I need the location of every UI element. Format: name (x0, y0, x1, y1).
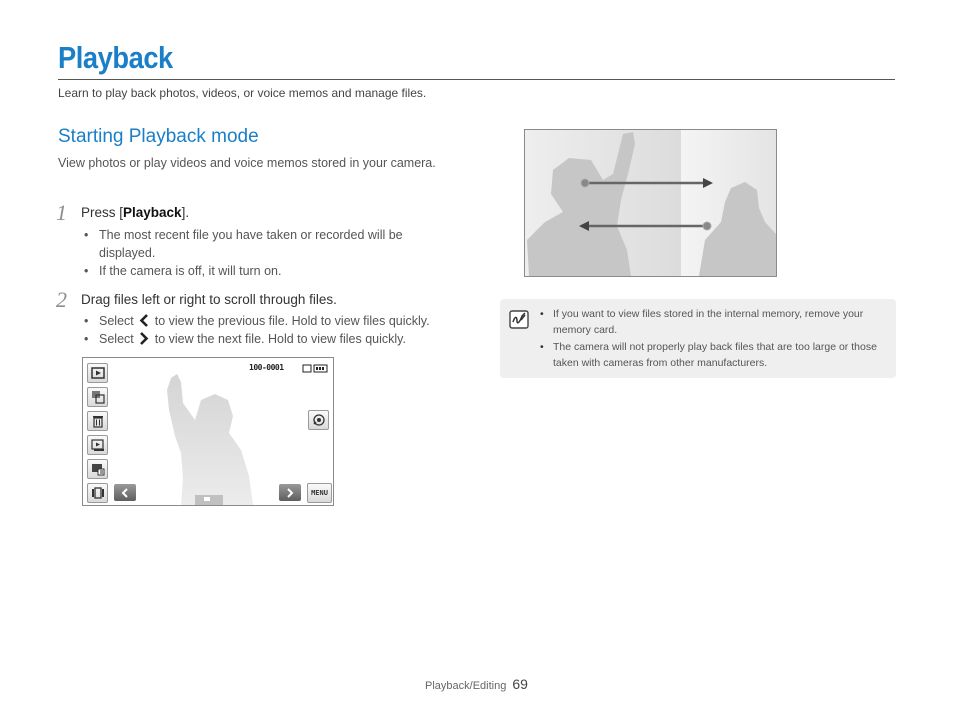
step-1-bullets (82, 226, 432, 280)
list-item: • The most recent file you have taken or recorded will be displayed. (82, 226, 432, 262)
next-file-button[interactable] (279, 484, 301, 501)
child-photo (83, 358, 333, 505)
playback-key: Playback (123, 205, 182, 220)
battery-icon (301, 364, 329, 373)
footer (425, 676, 528, 692)
note-box (500, 299, 896, 378)
step-1-number: 1 (56, 200, 67, 225)
section-description: View photos or play videos and voice memos stored in your camera. (58, 156, 436, 170)
protect-rotate-button[interactable] (308, 410, 329, 430)
camera-screen (82, 357, 334, 506)
list-item: • If the camera is off, it will turn on. (82, 262, 432, 280)
chevron-right-icon (139, 332, 149, 345)
chevron-left-icon (121, 488, 129, 498)
page-intro: Learn to play back photos, videos, or voice memos and manage files. (58, 86, 427, 100)
display-mode-button[interactable] (87, 483, 108, 503)
smart-album-icon (91, 390, 105, 404)
chevron-right-icon (286, 488, 294, 498)
drag-illustration (524, 129, 777, 277)
smart-album-button[interactable] (87, 387, 108, 407)
protect-rotate-icon (312, 413, 326, 427)
edit-photo-icon (91, 462, 105, 476)
list-item: • If you want to view files stored in the internal memory, remove your memory card. (538, 307, 888, 338)
playback-mode-icon (91, 366, 105, 380)
page-title: Playback (58, 40, 173, 75)
list-item: • The camera will not properly play back files that are too large or those taken with cameras from other manufacturers. (538, 340, 888, 371)
delete-button[interactable] (87, 411, 108, 431)
step-2-number: 2 (56, 287, 67, 312)
drag-gesture-photo (525, 130, 776, 276)
footer-section: Playback/Editing (425, 680, 507, 692)
section-title: Starting Playback mode (58, 126, 259, 147)
edit-photo-button[interactable] (87, 459, 108, 479)
step-2-text: Drag files left or right to scroll through files. (81, 292, 337, 307)
step-2-bullets (82, 312, 452, 348)
list-item: • Select to view the next file. Hold to view files quickly. (82, 330, 452, 348)
note-list (538, 307, 888, 373)
trash-icon (91, 414, 105, 428)
list-item: • Select to view the previous file. Hold to view files quickly. (82, 312, 452, 330)
playback-mode-button[interactable] (87, 363, 108, 383)
slideshow-icon (91, 438, 105, 452)
display-mode-icon (91, 486, 105, 500)
page-number: 69 (512, 676, 528, 692)
slideshow-button[interactable] (87, 435, 108, 455)
step-1-text: Press [Playback]. (81, 205, 190, 220)
previous-file-button[interactable] (114, 484, 136, 501)
title-divider (58, 79, 895, 80)
menu-button[interactable]: MENU (307, 483, 332, 503)
file-counter: 100-0001 (249, 363, 284, 372)
chevron-left-icon (139, 314, 149, 327)
note-pencil-icon (509, 310, 529, 329)
